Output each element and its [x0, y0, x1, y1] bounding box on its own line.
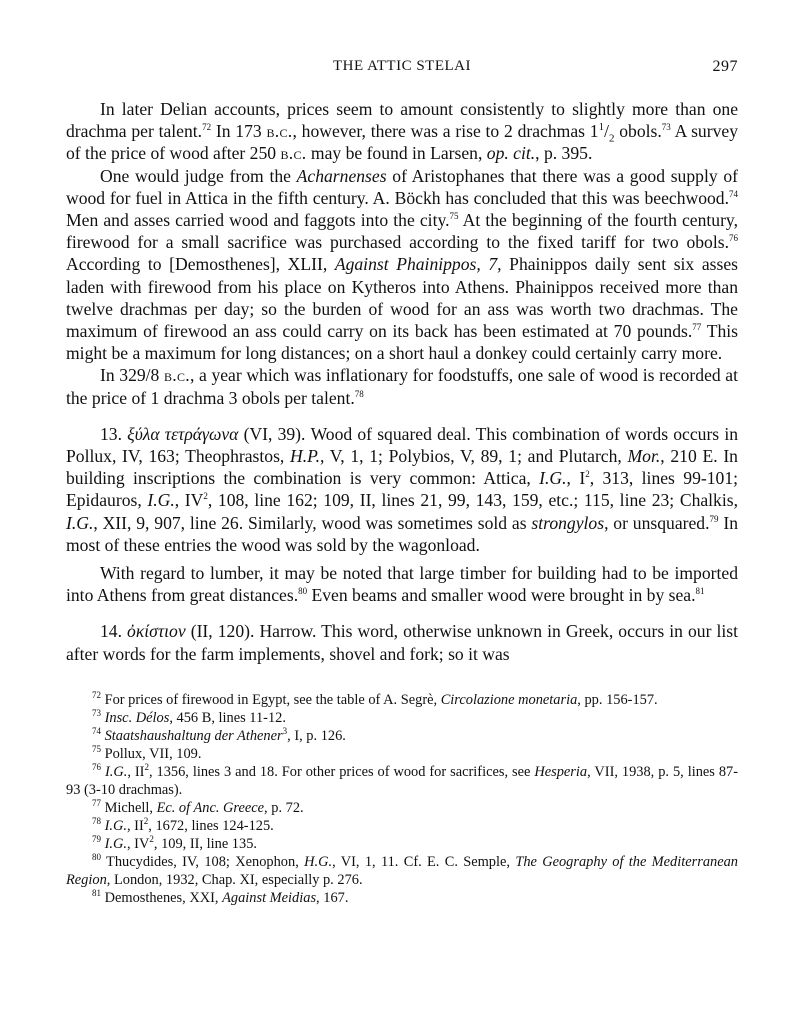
footnote: $^{74}$ Staatshaushaltung der Athener$^3$, I, p. 126. [92, 726, 346, 744]
footnote-ref: 81 [695, 586, 705, 597]
footnote-ref: 74 [729, 188, 738, 199]
entry-14: 14. ὀκίστιον (II, 120). Harrow. This word, otherwise unknown in Greek, occurs in our list after words for the farm implements, shovel and fork; so it was [66, 621, 738, 664]
page-number: 297 [712, 58, 738, 75]
footnote: $^{76}$ I.G., $II^2$, 1356, lines 3 and 18. For other prices of wood for sacrifices, see Hesperia, VII, 1938, p. 5, lines 87-93 (3-10 drachmas). [66, 762, 739, 798]
footnote: $^{72}$ For prices of firewood in Egypt, see the table of A. Segrè, Circolazione monetaria, pp. 156-157. [92, 690, 658, 708]
main-text [66, 98, 738, 665]
paragraph: In later Delian accounts, prices seem to amount consistently to slightly more than one drachma per talent.$^{72}$ In 173 b.c., however, there was a rise to 2 drachmas $1^1/_2$ obols.$^{73}$ A survey of the price of wood after 250 b.c. may be found in Larsen, op. cit., p. 395. [66, 99, 738, 164]
footnote-ref: 76 [729, 233, 738, 244]
footnotes [66, 691, 738, 907]
entry-13: 13. ξύλα τετράγωνα (VI, 39). Wood of squared deal. This combination of words occurs in Pollux, IV, 163; Theophrastos, H.P., V, 1, 1; Polybios, V, 89, 1; and Plutarch, Mor., 210 E. In building inscriptions the combination is very common: Attica, I.G., $I^2$, 313, lines 99-101; Epidauros, I.G., $IV^2$, 108, line 162; 109, II, lines 21, 99, 143, 159, etc.; 115, line 23; Chalkis, I.G., XII, 9, 907, line 26. Similarly, wood was sometimes sold as strongylos, or unsquared.$^{79}$ In most of these entries the wood was sold by the wagonload. [66, 423, 739, 555]
footnote: $^{77}$ Michell, Ec. of Anc. Greece, p. 72. [92, 798, 304, 816]
paragraph: One would judge from the Acharnenses of Aristophanes that there was a good supply of wood for fuel in Attica in the fifth century. A. Böckh has concluded that this was beechwood.$^{74}$ Men and asses carried wood and faggots into the city.$^{75}$ At the beginning of the fourth century, firewood for a small sacrifice was purchased according to the fixed tariff for two obols.$^{76}$ According to [Demosthenes], XLII, Against Phainippos, 7, Phainippos daily sent six asses laden with firewood from his place on Kytheros into Athens. Phainippos received more than twelve drachmas per day; so the burden of wood for an ass was worth two drachmas. The maximum of firewood an ass could carry on its back has been estimated at 70 pounds.$^{77}$ This might be a maximum for long distances; on a short haul a donkey could certainly carry more. [66, 165, 739, 364]
footnote-ref: 75 [449, 211, 459, 222]
page [66, 58, 738, 907]
running-title: THE ATTIC STELAI [333, 58, 471, 74]
footnote-ref: 80 [298, 586, 308, 597]
paragraph: In 329/8 b.c., a year which was inflationary for foodstuffs, one sale of wood is recorded at the price of 1 drachma 3 obols per talent.$^{78}$ [66, 365, 738, 408]
running-header [66, 58, 738, 82]
footnote-ref: 78 [354, 388, 364, 399]
greek-term: ξύλα τετράγωνα [127, 423, 239, 444]
footnote-ref: 72 [202, 122, 212, 133]
footnote: $^{80}$ Thucydides, IV, 108; Xenophon, H.G., VI, 1, 11. Cf. E. C. Semple, The Geography of the Mediterranean Region, London, 1932, Chap. XI, especially p. 276. [66, 852, 738, 888]
footnote: $^{73}$ Insc. Délos, 456 B, lines 11-12. [92, 708, 286, 726]
footnote-ref: 77 [692, 322, 702, 333]
footnote: $^{78}$ I.G., $II^2$, 1672, lines 124-125. [92, 816, 274, 834]
footnote: $^{75}$ Pollux, VII, 109. [92, 744, 202, 762]
footnote-ref: 79 [709, 513, 719, 524]
footnote: $^{79}$ I.G., $IV^2$, 109, II, line 135. [92, 834, 257, 852]
footnote: $^{81}$ Demosthenes, XXI, Against Meidias, 167. [92, 888, 349, 906]
fraction: $^1/_2$ [598, 121, 615, 145]
paragraph: With regard to lumber, it may be noted that large timber for building had to be imported into Athens from great distances.$^{80}$ Even beams and smaller wood were brought in by sea.$^{81}$ [66, 563, 738, 606]
greek-term: ὀκίστιον [127, 621, 186, 642]
footnote-ref: 73 [661, 122, 671, 133]
